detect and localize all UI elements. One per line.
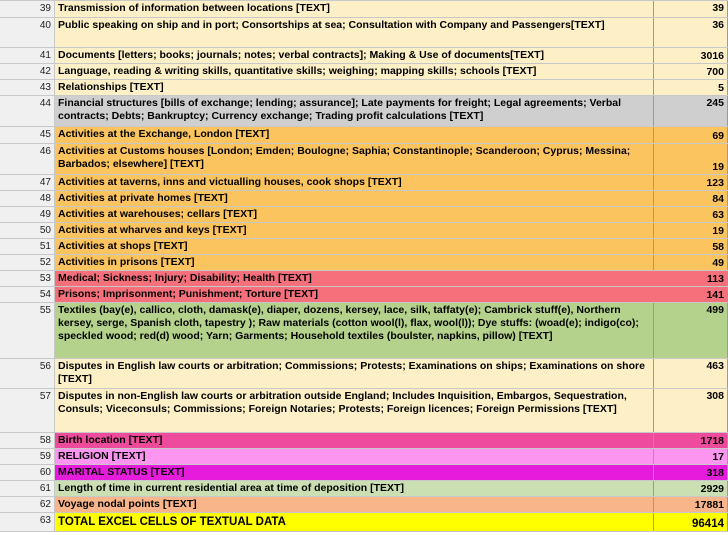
row-number[interactable]: 53 bbox=[0, 271, 55, 286]
category-cell[interactable]: MARITAL STATUS [TEXT] bbox=[55, 465, 654, 480]
count-cell[interactable]: 700 bbox=[654, 64, 728, 79]
table-row bbox=[0, 513, 728, 532]
row-number[interactable]: 39 bbox=[0, 1, 55, 17]
category-cell[interactable]: Financial structures [bills of exchange; lending; assurance]; Late payments for freight; Legal agreements; Verbal contracts; Debts; Bankruptcy; Currency exchange; Trading profit calculations [TEXT] bbox=[55, 96, 654, 126]
count-cell[interactable]: 245 bbox=[654, 96, 728, 126]
category-cell[interactable]: Activities in prisons [TEXT] bbox=[55, 255, 654, 270]
count-cell[interactable]: 3016 bbox=[654, 48, 728, 63]
table-row bbox=[0, 271, 728, 287]
table-row bbox=[0, 64, 728, 80]
count-cell[interactable]: 141 bbox=[654, 287, 728, 302]
count-cell[interactable]: 19 bbox=[654, 144, 728, 174]
table-row bbox=[0, 1, 728, 18]
category-cell[interactable]: Textiles (bay(e), callico, cloth, damask(e), diaper, dozens, kersey, lace, silk, taffaty(e); Cambrick stuff(e), Northern kersey, serge, Spanish cloth, tapestry ); Raw materials (cotton wool(l), flax, wool(l)); Dye stuffs: (woad(e); indigo(co); speckled wood; red(d) wood; Yarn; Garments; Household textiles (boulster, napkins, pillow) [TEXT] bbox=[55, 303, 654, 358]
category-cell[interactable]: Documents [letters; books; journals; notes; verbal contracts]; Making & Use of documents[TEXT] bbox=[55, 48, 654, 63]
row-number[interactable]: 52 bbox=[0, 255, 55, 270]
table-row bbox=[0, 191, 728, 207]
row-number[interactable]: 50 bbox=[0, 223, 55, 238]
table-row bbox=[0, 255, 728, 271]
row-number[interactable]: 45 bbox=[0, 127, 55, 143]
category-cell[interactable]: Medical; Sickness; Injury; Disability; Health [TEXT] bbox=[55, 271, 654, 286]
count-cell[interactable]: 17881 bbox=[654, 497, 728, 512]
category-cell[interactable]: Activities at Customs houses [London; Emden; Boulogne; Saphia; Constantinople; Scanderoon; Cyprus; Messina; Barbados; elsewhere] [TEXT] bbox=[55, 144, 654, 174]
row-number[interactable]: 63 bbox=[0, 513, 55, 531]
table-row bbox=[0, 223, 728, 239]
table-row bbox=[0, 48, 728, 64]
count-cell[interactable]: 499 bbox=[654, 303, 728, 358]
table-row bbox=[0, 481, 728, 497]
row-number[interactable]: 58 bbox=[0, 433, 55, 448]
row-number[interactable]: 62 bbox=[0, 497, 55, 512]
table-row bbox=[0, 207, 728, 223]
row-number[interactable]: 40 bbox=[0, 18, 55, 47]
count-cell[interactable]: 463 bbox=[654, 359, 728, 388]
category-cell[interactable]: Public speaking on ship and in port; Consortships at sea; Consultation with Company and Passengers[TEXT] bbox=[55, 18, 654, 47]
category-cell[interactable]: Length of time in current residential area at time of deposition [TEXT] bbox=[55, 481, 654, 496]
category-cell[interactable]: Activities at private homes [TEXT] bbox=[55, 191, 654, 206]
category-cell[interactable]: Language, reading & writing skills, quantitative skills; weighing; mapping skills; schools [TEXT] bbox=[55, 64, 654, 79]
row-number[interactable]: 51 bbox=[0, 239, 55, 254]
row-number[interactable]: 48 bbox=[0, 191, 55, 206]
count-cell[interactable]: 19 bbox=[654, 223, 728, 238]
count-cell[interactable]: 36 bbox=[654, 18, 728, 47]
count-cell[interactable]: 308 bbox=[654, 389, 728, 432]
table-row bbox=[0, 359, 728, 389]
table-row bbox=[0, 303, 728, 359]
count-cell[interactable]: 5 bbox=[654, 80, 728, 95]
table-row bbox=[0, 239, 728, 255]
row-number[interactable]: 46 bbox=[0, 144, 55, 174]
count-cell[interactable]: 17 bbox=[654, 449, 728, 464]
category-cell[interactable]: Activities at warehouses; cellars [TEXT] bbox=[55, 207, 654, 222]
category-cell[interactable]: Activities at the Exchange, London [TEXT] bbox=[55, 127, 654, 143]
row-number[interactable]: 57 bbox=[0, 389, 55, 432]
count-cell[interactable]: 1718 bbox=[654, 433, 728, 448]
count-cell[interactable]: 39 bbox=[654, 1, 728, 17]
row-number[interactable]: 47 bbox=[0, 175, 55, 190]
count-cell[interactable]: 49 bbox=[654, 255, 728, 270]
count-cell[interactable]: 58 bbox=[654, 239, 728, 254]
row-number[interactable]: 42 bbox=[0, 64, 55, 79]
table-row bbox=[0, 96, 728, 127]
table-row bbox=[0, 465, 728, 481]
category-cell[interactable]: Prisons; Imprisonment; Punishment; Torture [TEXT] bbox=[55, 287, 654, 302]
table-row bbox=[0, 497, 728, 513]
category-cell[interactable]: Relationships [TEXT] bbox=[55, 80, 654, 95]
count-cell[interactable]: 84 bbox=[654, 191, 728, 206]
category-cell[interactable]: Activities at taverns, inns and victualling houses, cook shops [TEXT] bbox=[55, 175, 654, 190]
row-number[interactable]: 54 bbox=[0, 287, 55, 302]
category-cell[interactable]: Birth location [TEXT] bbox=[55, 433, 654, 448]
table-row bbox=[0, 127, 728, 144]
row-number[interactable]: 56 bbox=[0, 359, 55, 388]
count-cell[interactable]: 63 bbox=[654, 207, 728, 222]
row-number[interactable]: 61 bbox=[0, 481, 55, 496]
table-row bbox=[0, 433, 728, 449]
table-row bbox=[0, 18, 728, 48]
count-cell[interactable]: 113 bbox=[654, 271, 728, 286]
row-number[interactable]: 59 bbox=[0, 449, 55, 464]
category-cell[interactable]: TOTAL EXCEL CELLS OF TEXTUAL DATA bbox=[55, 513, 654, 531]
table-row bbox=[0, 144, 728, 175]
count-cell[interactable]: 96414 bbox=[654, 513, 728, 531]
table-row bbox=[0, 287, 728, 303]
table-row bbox=[0, 80, 728, 96]
count-cell[interactable]: 318 bbox=[654, 465, 728, 480]
table-row bbox=[0, 175, 728, 191]
category-cell[interactable]: Transmission of information between locations [TEXT] bbox=[55, 1, 654, 17]
row-number[interactable]: 49 bbox=[0, 207, 55, 222]
category-cell[interactable]: Disputes in non-English law courts or arbitration outside England; Includes Inquisition, Embargos, Sequestration, Consuls; Viceconsuls; Commissions; Foreign Notaries; Protests; Foreign licences; Foreign Permissions [TEXT] bbox=[55, 389, 654, 432]
category-cell[interactable]: Disputes in English law courts or arbitration; Commissions; Protests; Examinations on ships; Examinations on shore [TEXT] bbox=[55, 359, 654, 388]
count-cell[interactable]: 123 bbox=[654, 175, 728, 190]
row-number[interactable]: 44 bbox=[0, 96, 55, 126]
category-cell[interactable]: Activities at wharves and keys [TEXT] bbox=[55, 223, 654, 238]
category-cell[interactable]: Voyage nodal points [TEXT] bbox=[55, 497, 654, 512]
row-number[interactable]: 41 bbox=[0, 48, 55, 63]
category-cell[interactable]: Activities at shops [TEXT] bbox=[55, 239, 654, 254]
row-number[interactable]: 60 bbox=[0, 465, 55, 480]
row-number[interactable]: 43 bbox=[0, 80, 55, 95]
category-cell[interactable]: RELIGION [TEXT] bbox=[55, 449, 654, 464]
table-row bbox=[0, 389, 728, 433]
table-row bbox=[0, 449, 728, 465]
row-number[interactable]: 55 bbox=[0, 303, 55, 358]
count-cell[interactable]: 69 bbox=[654, 127, 728, 143]
count-cell[interactable]: 2929 bbox=[654, 481, 728, 496]
